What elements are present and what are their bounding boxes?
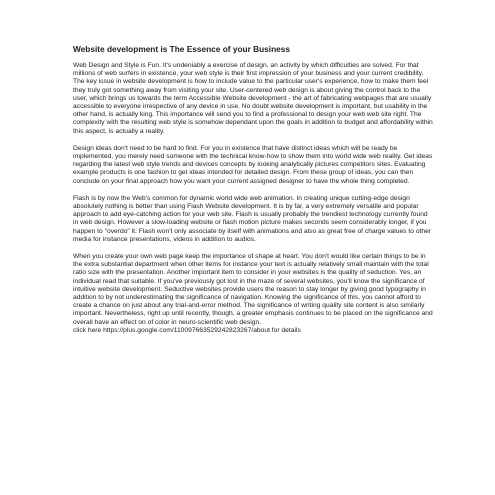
details-link-text: click here https://plus.google.com/110097663529242823267/about for details — [73, 326, 301, 334]
paragraph-1: Web Design and Style is Fun. It's undeniably a exercise of design, an activity by which difficulties are solved. For that millions of web surfers in existence, your web style is their first impression of your business and your current credibility. The key issue in website development is how to include value to the particular user's experience, how to make them feel they truly got something away from visiting your site. User-centered web design is about giving the control back to the user, which brings us towards the term Accessible Website development - the art of fabricating webpages that are usually accessible to everyone irrespective of any device in use. No doubt website development is important, but usability in the other hand, is actually king. This importance will send you to find a professional to design your web web site right. The complexity with the resulting web style is somehow dependant upon the goals in addition to budget and affordability within this aspect, is actually a reality. — [73, 62, 433, 135]
paragraph-2: Design ideas don't need to be hard to find. For you in existence that have distinct ideas which will be ready be implemented, you merely need someone with the technical know-how to show them into world wide web reality. Get ideas regarding the latest web style trends and devices concepts by looking analytically pictures competitors sites. Evaluating example products is one fashion to get ideas intended for detailed design. From these group of ideas, you can then conclude on your final approach how you want your current assigned designer to have the whole thing completed. — [73, 144, 433, 185]
paragraph-3: Flash is by now the Web's common for dynamic world wide web animation. In creating unique cutting-edge design absolutely nothing is better than using Flash Website development. It is by far, a very extremely versatile and popular approach to add eye-catching action for your web site. Flash is usually probably the trendiest technology currently found in web design. However a slow-loading website or flash motion picture makes seconds seem considerably longer, if you happen to "overdo" it. Flash won't only associate by itself with animations and also as great free of charge values to other media for instance presentations, videos in addition to audios. — [73, 194, 432, 243]
paragraph-4-text: When you create your own web page keep the importance of shape at heart. You don't would like certain things to be in the extra substantial department when other items for instance your text is actually relatively small maintain with the total ratio size with the presentation. Another important item to consider in your websites is the quality of seduction. Yes, an individual read that suitable. If you've previously got lost in the maze of several websites, you'll know the significance of intuitive website development. Seductive websites provide users the reason to stay longer by giving good typography in addition to by not underestimating the significance of navigation. Knowing the significance of this, you cannot afford to create a chance on just about any trial-and-error method. The significance of writing quality site content is also similarly important. Nevertheless, right up until recently, though, a greater emphasis continues to be placed on the significance and overall have an effect on of color in neuro-scientific web design. — [73, 253, 433, 326]
document-title: Website development is The Essence of your Business — [73, 44, 291, 54]
paragraph-4 — [73, 253, 433, 335]
document-page — [73, 44, 433, 344]
